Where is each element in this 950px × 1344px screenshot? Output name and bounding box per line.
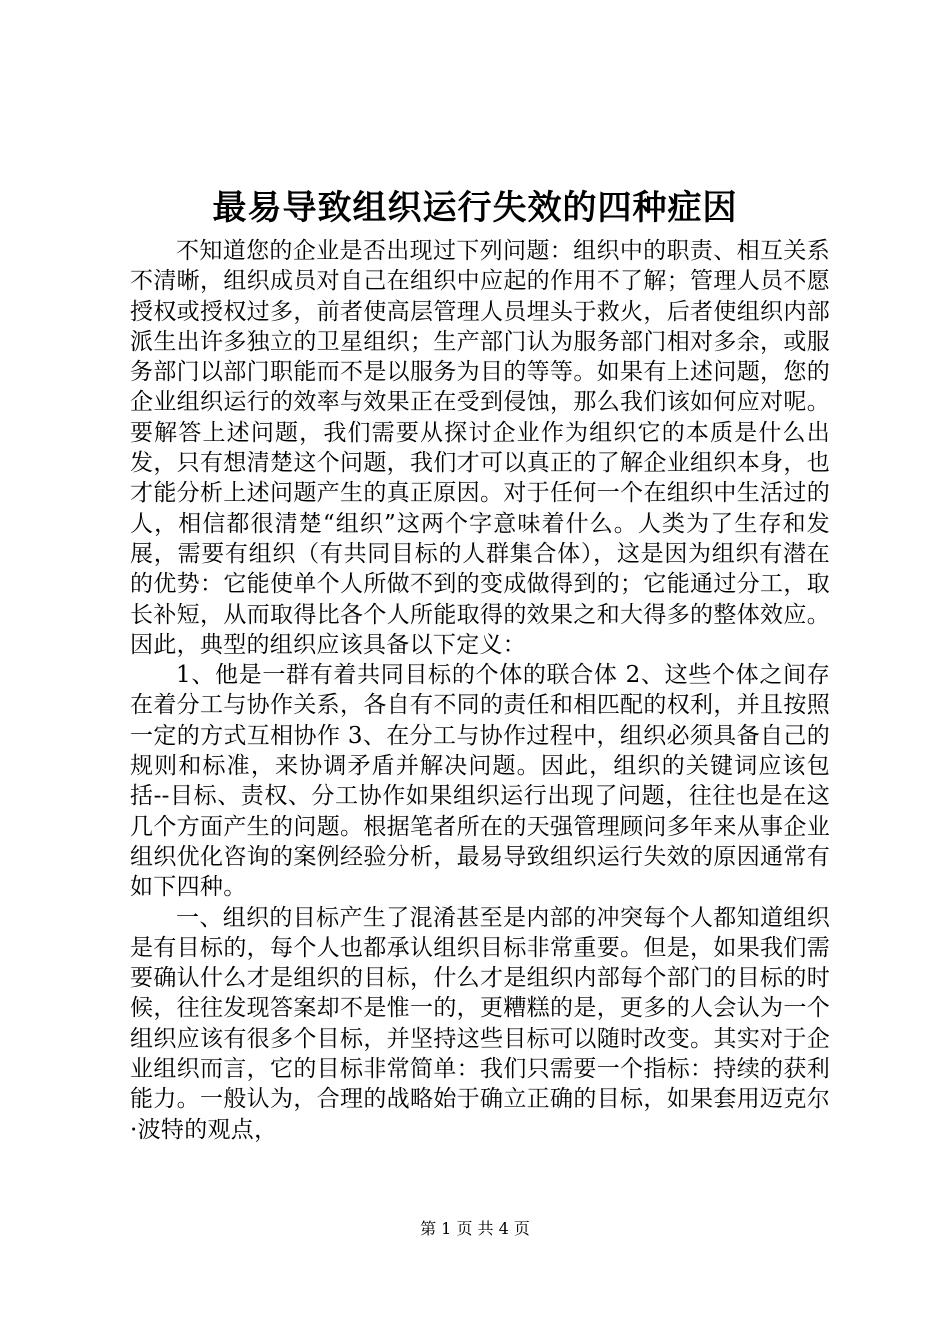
page-title: 最易导致组织运行失效的四种症因	[212, 188, 738, 228]
paragraph-definition: 1、他是一群有着共同目标的个体的联合体 2、这些个体之间存在着分工与协作关系，各自有不同的责任和相匹配的权利，并且按照一定的方式互相协作 3、在分工与协作过程中，组织必须具备自己的规则和标准，来协调矛盾并解决问题。因此，组织的关键词应该包括--目标、责权、分工协作如果组织运行出现了问题，往往也是在这几个方面产生的问题。根据笔者所在的天强管理顾问多年来从事企业组织优化咨询的案例经验分析，最易导致组织运行失效的原因通常有如下四种。	[130, 662, 830, 901]
paragraph-intro: 不知道您的企业是否出现过下列问题：组织中的职责、相互关系不清晰，组织成员对自己在组织中应起的作用不了解；管理人员不愿授权或授权过多，前者使高层管理人员埋头于救火，后者使组织内部派生出许多独立的卫星组织；生产部门认为服务部门相对多余，或服务部门以部门职能而不是以服务为目的等等。如果有上述问题，您的企业组织运行的效率与效果正在受到侵蚀，那么我们该如何应对呢。要解答上述问题，我们需要从探讨企业作为组织它的本质是什么出发，只有想清楚这个问题，我们才可以真正的了解企业组织本身，也才能分析上述问题产生的真正原因。对于任何一个在组织中生活过的人，相信都很清楚“组织”这两个字意味着什么。人类为了生存和发展，需要有组织（有共同目标的人群集合体），这是因为组织有潜在的优势：它能使单个人所做不到的变成做得到的；它能通过分工，取长补短，从而取得比各个人所能取得的效果之和大得多的整体效应。因此，典型的组织应该具备以下定义：	[130, 238, 830, 658]
document-body	[130, 236, 830, 1145]
paragraph-cause-one: 一、组织的目标产生了混淆甚至是内部的冲突每个人都知道组织是有目标的，每个人也都承认组织目标非常重要。但是，如果我们需要确认什么才是组织的目标，什么才是组织内部每个部门的目标的时候，往往发现答案却不是惟一的，更糟糕的是，更多的人会认为一个组织应该有很多个目标，并坚持这些目标可以随时改变。其实对于企业组织而言，它的目标非常简单：我们只需要一个指标：持续的获利能力。一般认为，合理的战略始于确立正确的目标，如果套用迈克尔·波特的观点，	[130, 904, 830, 1143]
page-footer: 第 1 页 共 4 页	[420, 1219, 530, 1238]
